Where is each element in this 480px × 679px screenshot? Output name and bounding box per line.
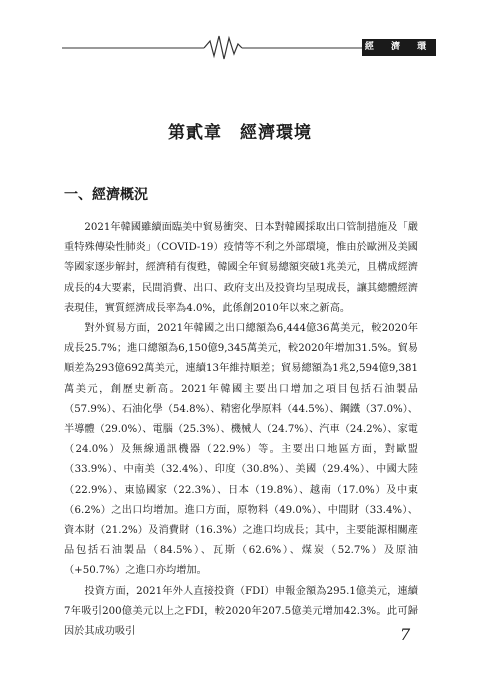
paragraph: 2021年韓國雖續面臨美中貿易衝突、日本對韓國採取出口管制措施及「嚴重特殊傳染性肺炎」（COVID-19）疫情等不利之外部環境，惟由於歐洲及美國等國家逐步解封，經濟稍有復甦，韓國全年貿易總額突破1兆美元，且構成經濟成長的4大要素，民間消費、出口、政府支出及投資均呈現成長，讓其總體經濟表現佳，實質經濟成長率為4.0%，此係創2010年以來之新高。: [64, 222, 418, 314]
section-title: 一、經濟概況: [64, 187, 148, 203]
paragraph: 投資方面，2021年外人直接投資（FDI）申報金額為295.1億美元，連續7年吸引200億美元以上之FDI，較2020年207.5億美元增加42.3%。此可歸因於其成功吸引: [64, 585, 418, 638]
running-header: [62, 32, 434, 69]
page-number: 7: [400, 625, 411, 644]
section-tag: 經 濟 環 境: [362, 39, 436, 56]
paragraph: 對外貿易方面，2021年韓國之出口總額為6,444億36萬美元，較2020年成長25.7%；進口總額為6,150億9,345萬美元，較2020年增加31.5%。貿易順差為293億692萬美元，連續13年維持順差；貿易總額為1兆2,594億9,381萬美元，創歷史新高。2021年韓國主要出口增加之項目包括石油製品（57.9%）、石油化學（54.8%）、精密化學原料（44.5%）、鋼鐵（37.0%）、半導體（29.0%）、電腦（25.3%）、機械人（24.7%）、汽車（24.2%）、家電（24.0%）及無線通訊機器（22.9%）等。主要出口地區方面，對歐盟（33.9%）、中南美（32.4%）、印度（30.8%）、美國（29.4%）、中國大陸（22.9%）、東協國家（22.3%）、日本（19.8%）、越南（17.0%）及中東（6.2%）之出口均增加。進口方面，原物料（49.0%）、中間財（33.4%）、資本財（21.2%）及消費財（16.3%）之進口均成長；其中，主要能源相關產品包括石油製品（84.5%）、瓦斯（62.6%）、煤炭（52.7%）及原油（+50.7%）之進口亦均增加。: [64, 323, 418, 577]
chapter-title: 第貳章 經濟環境: [168, 123, 312, 143]
body-text: [64, 218, 418, 642]
